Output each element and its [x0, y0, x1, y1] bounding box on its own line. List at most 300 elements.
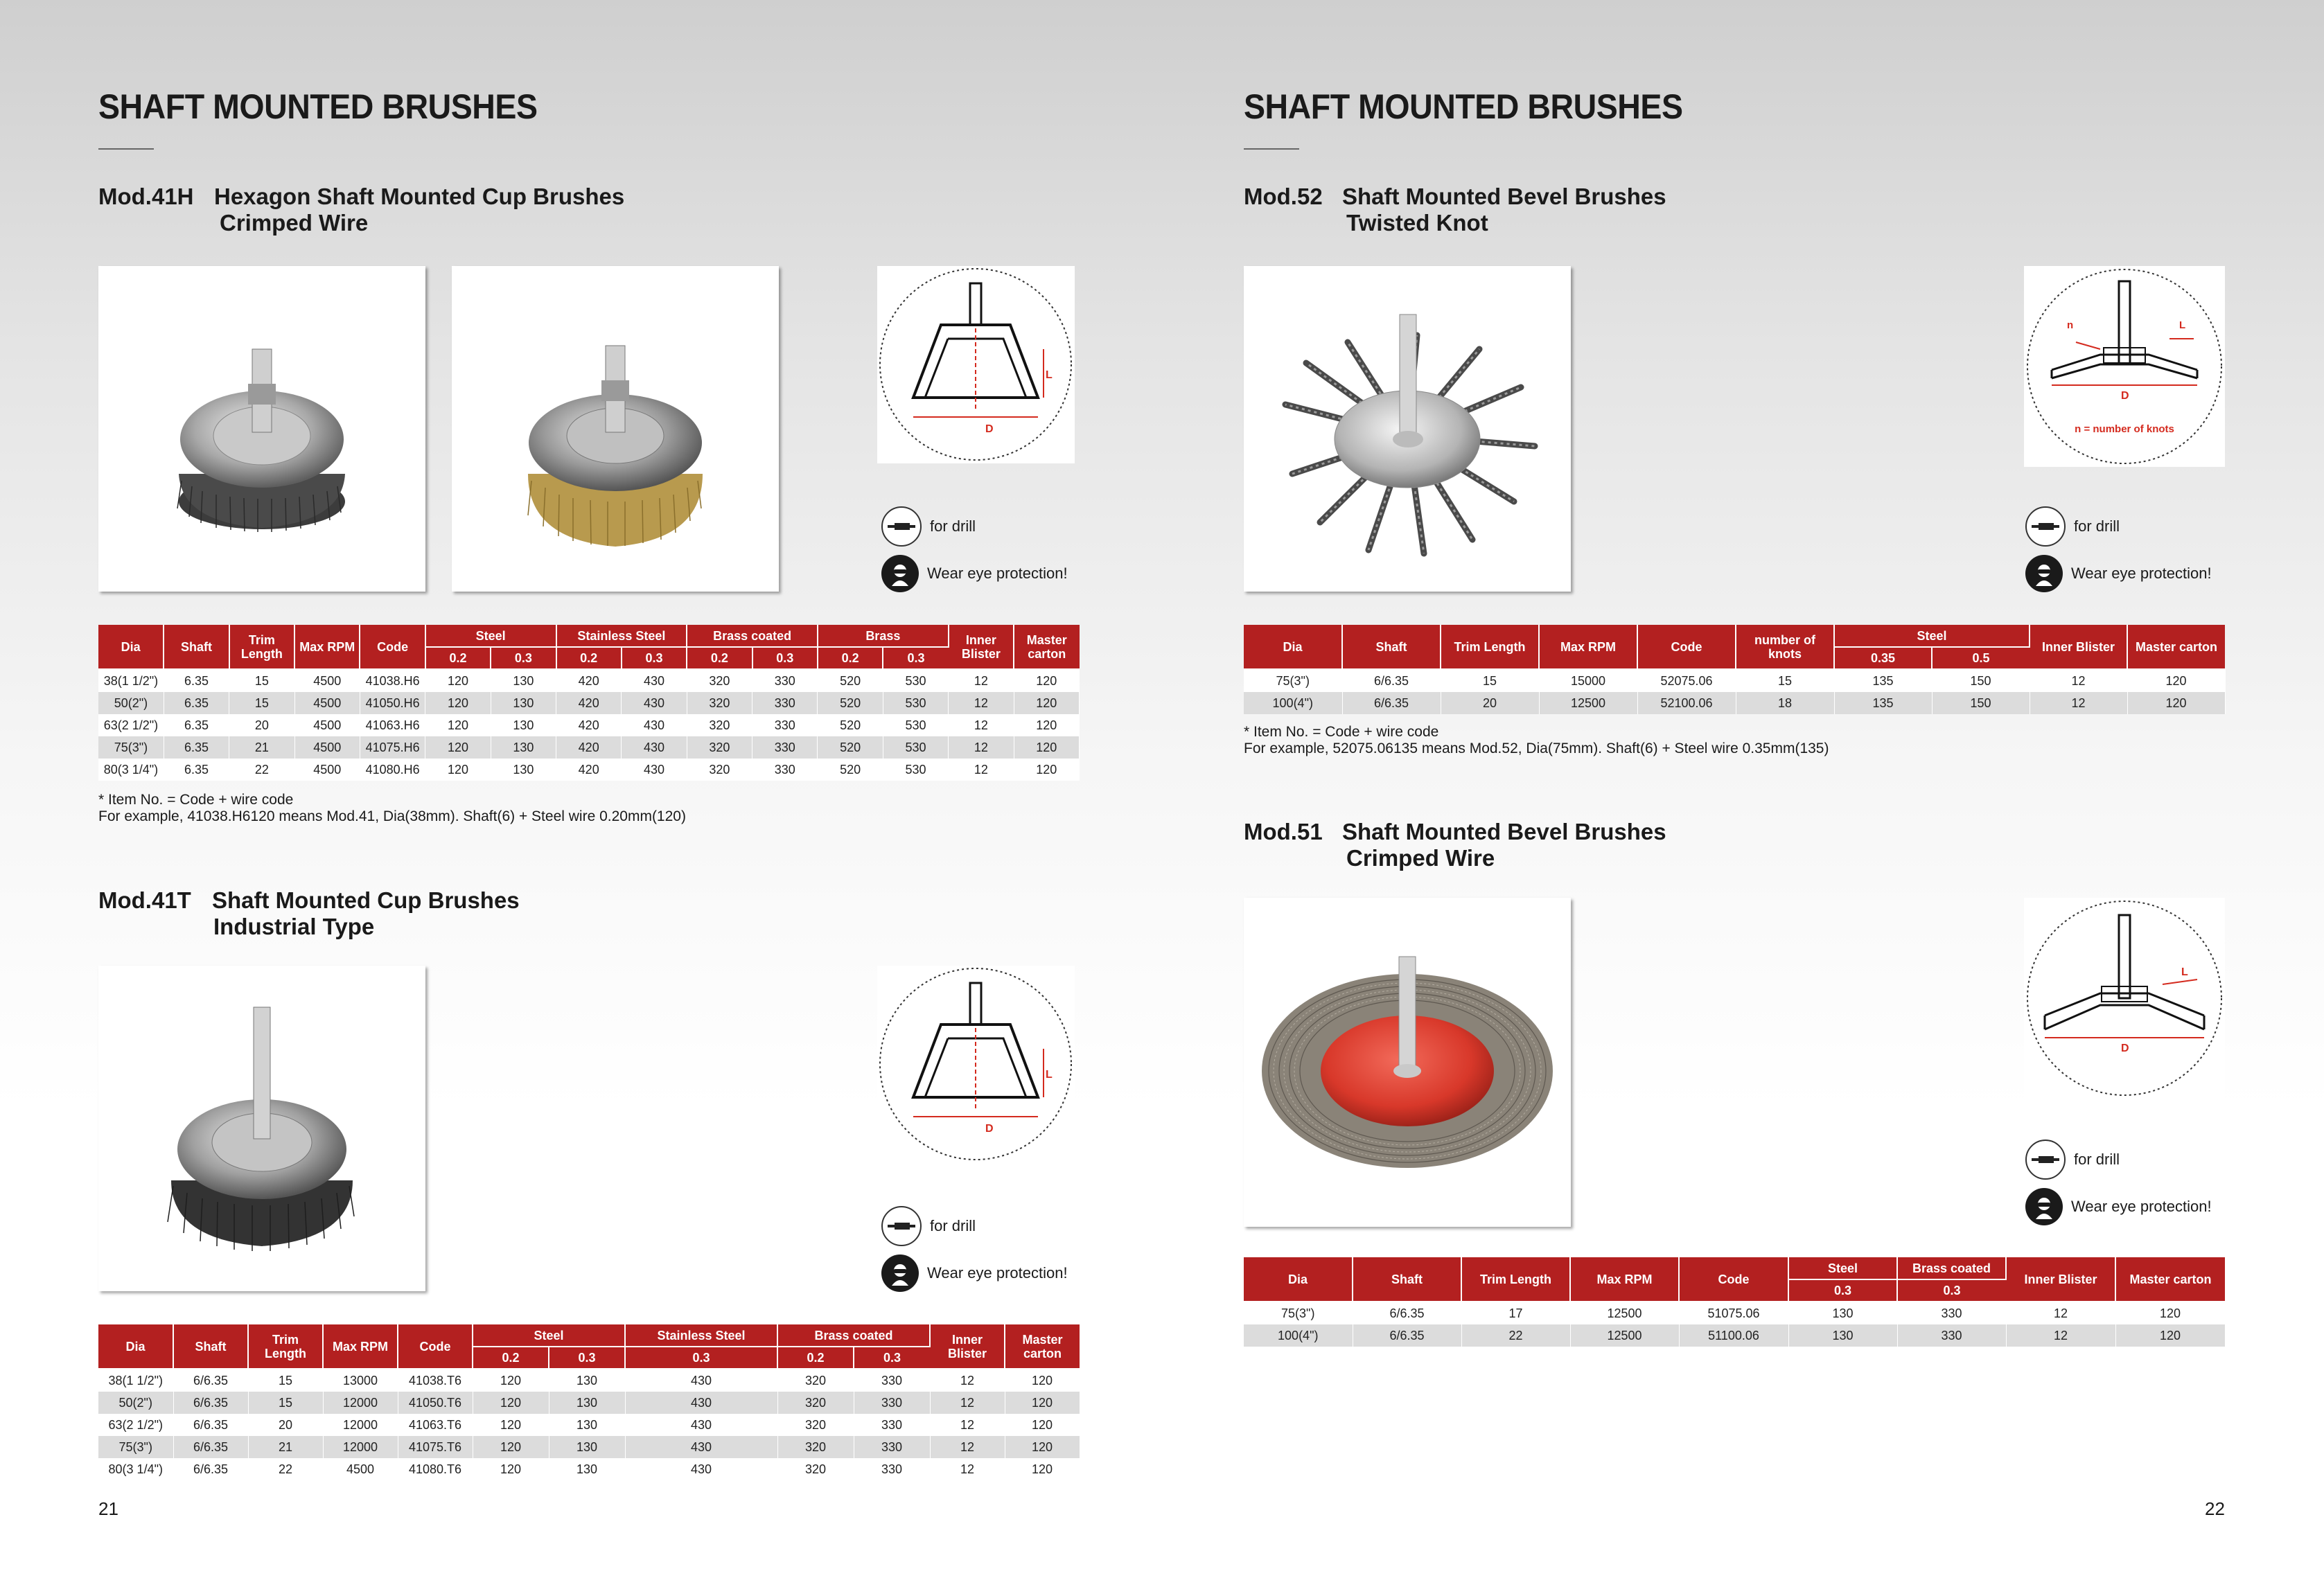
- table-cell: 320: [687, 669, 752, 692]
- product-photo-industrial-cup-brush: [98, 966, 425, 1291]
- table-cell: 15: [229, 669, 294, 692]
- table-cell: 420: [556, 759, 622, 781]
- table-cell: 120: [1005, 1458, 1080, 1480]
- header-shaft: Shaft: [164, 625, 229, 669]
- subheader-wire: 0.3: [752, 647, 818, 669]
- header-steel: Steel: [473, 1324, 625, 1347]
- header-master-carton: Master carton: [2127, 625, 2225, 669]
- table-cell: 41063.T6: [398, 1414, 473, 1436]
- table-cell: 41075.H6: [360, 736, 425, 759]
- header-max-rpm: Max RPM: [323, 1324, 398, 1369]
- table-cell: 41050.T6: [398, 1392, 473, 1414]
- table-cell: 15: [1441, 669, 1539, 692]
- title-divider: [1244, 148, 1299, 150]
- table-cell: 12: [2006, 1324, 2115, 1347]
- table-cell: 22: [229, 759, 294, 781]
- model-number: Mod.41H: [98, 184, 194, 209]
- drill-icon: [881, 506, 922, 547]
- table-cell: 150: [1932, 669, 2030, 692]
- header-brass-coated: Brass coated: [1897, 1257, 2006, 1279]
- table-cell: 135: [1834, 669, 1932, 692]
- table-cell: 6/6.35: [173, 1458, 248, 1480]
- table-cell: 6.35: [164, 736, 229, 759]
- table-cell: 63(2 1/2"): [98, 714, 164, 736]
- table-cell: 100(4"): [1244, 692, 1342, 714]
- for-drill-label: for drill: [930, 517, 976, 535]
- header-steel: Steel: [425, 625, 556, 647]
- model-subtitle: Crimped Wire: [1346, 845, 1495, 871]
- table-cell: 430: [625, 1436, 777, 1458]
- model-name: Hexagon Shaft Mounted Cup Brushes: [214, 184, 625, 209]
- right-page: [1162, 0, 2324, 1587]
- header-inner-blister: Inner Blister: [2030, 625, 2127, 669]
- drill-icon: [881, 1206, 922, 1246]
- model-name: Shaft Mounted Bevel Brushes: [1342, 184, 1666, 209]
- header-brass-coated: Brass coated: [777, 1324, 930, 1347]
- subheader-wire: 0.35: [1834, 647, 1932, 669]
- table-cell: 20: [248, 1414, 323, 1436]
- table-cell: 15000: [1539, 669, 1637, 692]
- table-cell: 4500: [294, 736, 360, 759]
- table-row: [98, 759, 1080, 781]
- table-cell: 4500: [323, 1458, 398, 1480]
- table-cell: 52100.06: [1637, 692, 1736, 714]
- table-cell: 6/6.35: [1342, 692, 1441, 714]
- subheader-wire: 0.2: [777, 1347, 854, 1369]
- dimension-diagram-cup: [877, 266, 1075, 463]
- table-cell: 420: [556, 692, 622, 714]
- table-cell: 15: [1736, 669, 1834, 692]
- mod41t-heading: [98, 887, 520, 939]
- eye-protection-row: [881, 555, 1068, 592]
- page-title: SHAFT MOUNTED BRUSHES: [1244, 87, 1683, 126]
- table-cell: 18: [1736, 692, 1834, 714]
- item-number-note: [1244, 724, 1829, 757]
- table-cell: 130: [1788, 1302, 1897, 1324]
- mod41h-heading: [98, 184, 625, 236]
- mod52-spec-table: [1244, 625, 2226, 714]
- table-cell: 12: [2006, 1302, 2115, 1324]
- header-shaft: Shaft: [173, 1324, 248, 1369]
- table-cell: 330: [854, 1369, 930, 1392]
- eye-protection-row: [2025, 1188, 2212, 1225]
- table-cell: 320: [687, 759, 752, 781]
- title-divider: [98, 148, 154, 150]
- table-row: [98, 1369, 1080, 1392]
- header-trim-length: Trim Length: [1441, 625, 1539, 669]
- product-photo-steel-cup-brush: [98, 266, 425, 592]
- header-brass: Brass: [818, 625, 949, 647]
- table-cell: 52075.06: [1637, 669, 1736, 692]
- table-cell: 12: [949, 714, 1014, 736]
- table-cell: 330: [854, 1436, 930, 1458]
- table-cell: 15: [229, 692, 294, 714]
- diagram-label-l: L: [2181, 966, 2188, 978]
- header-inner-blister: Inner Blister: [2006, 1257, 2115, 1302]
- subheader-wire: 0.2: [556, 647, 622, 669]
- table-cell: 41080.H6: [360, 759, 425, 781]
- table-cell: 100(4"): [1244, 1324, 1353, 1347]
- for-drill-row: [2025, 1140, 2120, 1180]
- table-row: [98, 1436, 1080, 1458]
- eye-protection-label: Wear eye protection!: [927, 565, 1068, 582]
- table-cell: 130: [1788, 1324, 1897, 1347]
- table-cell: 12000: [323, 1414, 398, 1436]
- table-cell: 430: [622, 714, 687, 736]
- table-cell: 41063.H6: [360, 714, 425, 736]
- table-row: [98, 692, 1080, 714]
- table-cell: 330: [1897, 1324, 2006, 1347]
- table-cell: 75(3"): [1244, 669, 1342, 692]
- table-cell: 120: [2127, 669, 2225, 692]
- header-dia: Dia: [98, 625, 164, 669]
- note-line-1: * Item No. = Code + wire code: [1244, 724, 1439, 740]
- header-dia: Dia: [98, 1324, 173, 1369]
- header-max-rpm: Max RPM: [294, 625, 360, 669]
- model-name: Shaft Mounted Cup Brushes: [212, 887, 520, 913]
- table-cell: 520: [818, 759, 883, 781]
- note-line-2: For example, 41038.H6120 means Mod.41, Dia(38mm). Shaft(6) + Steel wire 0.20mm(120): [98, 808, 686, 824]
- header-trim-length: Trim Length: [1461, 1257, 1570, 1302]
- table-cell: 13000: [323, 1369, 398, 1392]
- table-cell: 63(2 1/2"): [98, 1414, 173, 1436]
- subheader-wire: 0.3: [1897, 1279, 2006, 1302]
- table-row: [1244, 1302, 2225, 1324]
- eye-protection-icon: [881, 555, 919, 592]
- subheader-wire: 0.2: [818, 647, 883, 669]
- table-cell: 12: [930, 1392, 1005, 1414]
- header-max-rpm: Max RPM: [1570, 1257, 1679, 1302]
- table-cell: 6/6.35: [173, 1436, 248, 1458]
- table-cell: 320: [687, 736, 752, 759]
- for-drill-label: for drill: [2074, 517, 2120, 535]
- header-code: Code: [398, 1324, 473, 1369]
- eye-protection-icon: [881, 1254, 919, 1292]
- table-cell: 520: [818, 692, 883, 714]
- table-cell: 130: [549, 1392, 625, 1414]
- page-number: 21: [98, 1498, 118, 1519]
- header-number-of-knots: number of knots: [1736, 625, 1834, 669]
- mod51-heading: [1244, 819, 1666, 871]
- table-cell: 41050.H6: [360, 692, 425, 714]
- header-trim-length: Trim Length: [229, 625, 294, 669]
- table-cell: 520: [818, 714, 883, 736]
- eye-protection-label: Wear eye protection!: [927, 1264, 1068, 1282]
- table-cell: 430: [625, 1414, 777, 1436]
- header-stainless-steel: Stainless Steel: [556, 625, 687, 647]
- table-cell: 41038.H6: [360, 669, 425, 692]
- table-cell: 38(1 1/2"): [98, 1369, 173, 1392]
- table-cell: 12: [949, 736, 1014, 759]
- subheader-wire: 0.3: [625, 1347, 777, 1369]
- table-cell: 120: [425, 714, 491, 736]
- model-subtitle: Crimped Wire: [220, 210, 369, 236]
- table-cell: 430: [622, 759, 687, 781]
- table-cell: 430: [622, 669, 687, 692]
- table-cell: 130: [491, 759, 556, 781]
- table-cell: 4500: [294, 692, 360, 714]
- dimension-diagram-bevel: [2024, 898, 2225, 1099]
- table-cell: 330: [854, 1392, 930, 1414]
- mod41h-spec-table: [98, 625, 1080, 781]
- drill-icon: [2025, 1140, 2066, 1180]
- table-cell: 17: [1461, 1302, 1570, 1324]
- subheader-wire: 0.3: [491, 647, 556, 669]
- eye-protection-icon: [2025, 555, 2063, 592]
- diagram-label-d: D: [985, 1123, 994, 1135]
- table-cell: 51100.06: [1679, 1324, 1788, 1347]
- table-row: [98, 669, 1080, 692]
- table-cell: 38(1 1/2"): [98, 669, 164, 692]
- table-row: [98, 1414, 1080, 1436]
- table-cell: 520: [818, 736, 883, 759]
- table-cell: 120: [425, 759, 491, 781]
- table-cell: 135: [1834, 692, 1932, 714]
- table-row: [1244, 692, 2225, 714]
- diagram-label-d: D: [2121, 390, 2129, 402]
- table-cell: 330: [1897, 1302, 2006, 1324]
- table-cell: 20: [1441, 692, 1539, 714]
- table-cell: 320: [777, 1369, 854, 1392]
- table-cell: 15: [248, 1369, 323, 1392]
- header-trim-length: Trim Length: [248, 1324, 323, 1369]
- subheader-wire: 0.2: [473, 1347, 549, 1369]
- table-cell: 120: [1014, 759, 1079, 781]
- table-row: [98, 1392, 1080, 1414]
- diagram-label-l: L: [2179, 319, 2186, 331]
- table-cell: 12: [949, 692, 1014, 714]
- header-master-carton: Master carton: [1014, 625, 1079, 669]
- table-cell: 120: [473, 1436, 549, 1458]
- table-cell: 130: [491, 692, 556, 714]
- header-stainless-steel: Stainless Steel: [625, 1324, 777, 1347]
- table-cell: 330: [854, 1414, 930, 1436]
- note-line-1: * Item No. = Code + wire code: [98, 792, 294, 808]
- diagram-label-l: L: [1046, 369, 1053, 381]
- subheader-wire: 0.3: [549, 1347, 625, 1369]
- table-cell: 320: [777, 1414, 854, 1436]
- table-cell: 130: [549, 1369, 625, 1392]
- table-cell: 12: [949, 759, 1014, 781]
- page-number: 22: [2205, 1498, 2225, 1519]
- table-cell: 430: [625, 1392, 777, 1414]
- table-cell: 120: [1005, 1369, 1080, 1392]
- table-cell: 6.35: [164, 669, 229, 692]
- table-cell: 320: [687, 692, 752, 714]
- table-cell: 12500: [1570, 1324, 1679, 1347]
- note-line-2: For example, 52075.06135 means Mod.52, Dia(75mm). Shaft(6) + Steel wire 0.35mm(135): [1244, 741, 1829, 756]
- table-row: [98, 736, 1080, 759]
- table-cell: 12500: [1539, 692, 1637, 714]
- model-name: Shaft Mounted Bevel Brushes: [1342, 819, 1666, 844]
- table-cell: 330: [854, 1458, 930, 1480]
- mod51-spec-table: [1244, 1257, 2226, 1347]
- table-cell: 430: [622, 692, 687, 714]
- table-cell: 120: [473, 1392, 549, 1414]
- table-cell: 12: [930, 1458, 1005, 1480]
- subheader-wire: 0.3: [1788, 1279, 1897, 1302]
- model-number: Mod.41T: [98, 887, 191, 913]
- table-cell: 120: [1014, 692, 1079, 714]
- table-cell: 6.35: [164, 759, 229, 781]
- header-steel: Steel: [1788, 1257, 1897, 1279]
- table-cell: 12: [930, 1414, 1005, 1436]
- table-cell: 120: [425, 669, 491, 692]
- table-row: [1244, 1324, 2225, 1347]
- table-cell: 320: [687, 714, 752, 736]
- header-code: Code: [360, 625, 425, 669]
- diagram-label-n: n: [2067, 319, 2074, 331]
- header-code: Code: [1679, 1257, 1788, 1302]
- table-cell: 12000: [323, 1392, 398, 1414]
- table-cell: 530: [883, 759, 948, 781]
- table-cell: 120: [425, 736, 491, 759]
- dimension-diagram-cup: [877, 966, 1075, 1163]
- table-cell: 420: [556, 669, 622, 692]
- header-max-rpm: Max RPM: [1539, 625, 1637, 669]
- table-cell: 530: [883, 669, 948, 692]
- table-cell: 120: [1005, 1436, 1080, 1458]
- table-row: [1244, 669, 2225, 692]
- table-cell: 130: [549, 1436, 625, 1458]
- mod41t-spec-table: [98, 1324, 1080, 1480]
- table-cell: 320: [777, 1458, 854, 1480]
- table-cell: 120: [1014, 714, 1079, 736]
- header-code: Code: [1637, 625, 1736, 669]
- table-cell: 120: [1005, 1414, 1080, 1436]
- table-cell: 12: [930, 1436, 1005, 1458]
- table-cell: 6/6.35: [1353, 1302, 1461, 1324]
- table-cell: 6/6.35: [173, 1369, 248, 1392]
- model-subtitle: Twisted Knot: [1346, 210, 1488, 236]
- for-drill-row: [881, 1206, 976, 1246]
- table-cell: 120: [1005, 1392, 1080, 1414]
- subheader-wire: 0.3: [854, 1347, 930, 1369]
- page-title: SHAFT MOUNTED BRUSHES: [98, 87, 538, 126]
- table-cell: 12: [949, 669, 1014, 692]
- table-cell: 6/6.35: [173, 1392, 248, 1414]
- table-cell: 4500: [294, 759, 360, 781]
- table-body: [1244, 1302, 2225, 1347]
- subheader-wire: 0.2: [425, 647, 491, 669]
- dimension-diagram-bevel-knot: [2024, 266, 2225, 467]
- table-cell: 75(3"): [1244, 1302, 1353, 1324]
- table-cell: 120: [2127, 692, 2225, 714]
- drill-icon: [2025, 506, 2066, 547]
- eye-protection-icon: [2025, 1188, 2063, 1225]
- item-number-note: [98, 792, 686, 825]
- product-photo-crimped-bevel-brush: [1244, 898, 1571, 1227]
- table-cell: 120: [2115, 1324, 2225, 1347]
- table-cell: 320: [777, 1392, 854, 1414]
- eye-protection-row: [2025, 555, 2212, 592]
- header-dia: Dia: [1244, 1257, 1353, 1302]
- table-cell: 420: [556, 714, 622, 736]
- table-cell: 430: [622, 736, 687, 759]
- table-cell: 41080.T6: [398, 1458, 473, 1480]
- table-cell: 420: [556, 736, 622, 759]
- table-cell: 6/6.35: [1353, 1324, 1461, 1347]
- table-cell: 120: [473, 1369, 549, 1392]
- table-cell: 130: [491, 669, 556, 692]
- product-photo-twisted-knot-brush: [1244, 266, 1571, 592]
- header-master-carton: Master carton: [2115, 1257, 2225, 1302]
- diagram-label-l: L: [1046, 1069, 1053, 1081]
- header-brass-coated: Brass coated: [687, 625, 818, 647]
- table-cell: 12500: [1570, 1302, 1679, 1324]
- table-cell: 120: [1014, 669, 1079, 692]
- table-body: [1244, 669, 2225, 714]
- eye-protection-label: Wear eye protection!: [2071, 1198, 2212, 1215]
- table-cell: 80(3 1/4"): [98, 1458, 173, 1480]
- table-cell: 320: [777, 1436, 854, 1458]
- table-cell: 430: [625, 1458, 777, 1480]
- table-cell: 330: [752, 736, 818, 759]
- table-cell: 330: [752, 714, 818, 736]
- header-shaft: Shaft: [1353, 1257, 1461, 1302]
- table-cell: 6.35: [164, 692, 229, 714]
- model-subtitle: Industrial Type: [213, 914, 375, 939]
- table-cell: 330: [752, 692, 818, 714]
- table-cell: 520: [818, 669, 883, 692]
- model-number: Mod.51: [1244, 819, 1323, 844]
- table-cell: 120: [2115, 1302, 2225, 1324]
- table-cell: 20: [229, 714, 294, 736]
- diagram-label-d: D: [2121, 1043, 2129, 1054]
- table-cell: 330: [752, 669, 818, 692]
- table-cell: 21: [229, 736, 294, 759]
- table-cell: 150: [1932, 692, 2030, 714]
- table-cell: 41075.T6: [398, 1436, 473, 1458]
- table-cell: 330: [752, 759, 818, 781]
- table-cell: 50(2"): [98, 692, 164, 714]
- table-cell: 12: [930, 1369, 1005, 1392]
- header-steel: Steel: [1834, 625, 2030, 647]
- for-drill-row: [2025, 506, 2120, 547]
- table-cell: 6/6.35: [173, 1414, 248, 1436]
- table-cell: 130: [549, 1458, 625, 1480]
- model-number: Mod.52: [1244, 184, 1323, 209]
- table-cell: 15: [248, 1392, 323, 1414]
- table-cell: 120: [425, 692, 491, 714]
- for-drill-label: for drill: [2074, 1151, 2120, 1168]
- table-cell: 530: [883, 736, 948, 759]
- table-row: [98, 1458, 1080, 1480]
- subheader-wire: 0.3: [622, 647, 687, 669]
- table-cell: 130: [491, 714, 556, 736]
- table-body: [98, 1369, 1080, 1480]
- eye-protection-row: [881, 1254, 1068, 1292]
- header-dia: Dia: [1244, 625, 1342, 669]
- product-photo-brass-cup-brush: [452, 266, 779, 592]
- table-row: [98, 714, 1080, 736]
- table-cell: 6.35: [164, 714, 229, 736]
- header-inner-blister: Inner Blister: [930, 1324, 1005, 1369]
- table-cell: 6/6.35: [1342, 669, 1441, 692]
- table-cell: 530: [883, 714, 948, 736]
- subheader-wire: 0.3: [883, 647, 948, 669]
- table-cell: 22: [1461, 1324, 1570, 1347]
- diagram-label-d: D: [985, 423, 994, 435]
- header-inner-blister: Inner Blister: [949, 625, 1014, 669]
- table-cell: 21: [248, 1436, 323, 1458]
- table-cell: 530: [883, 692, 948, 714]
- table-cell: 120: [1014, 736, 1079, 759]
- table-cell: 120: [473, 1414, 549, 1436]
- table-cell: 12: [2030, 669, 2127, 692]
- header-shaft: Shaft: [1342, 625, 1441, 669]
- table-cell: 51075.06: [1679, 1302, 1788, 1324]
